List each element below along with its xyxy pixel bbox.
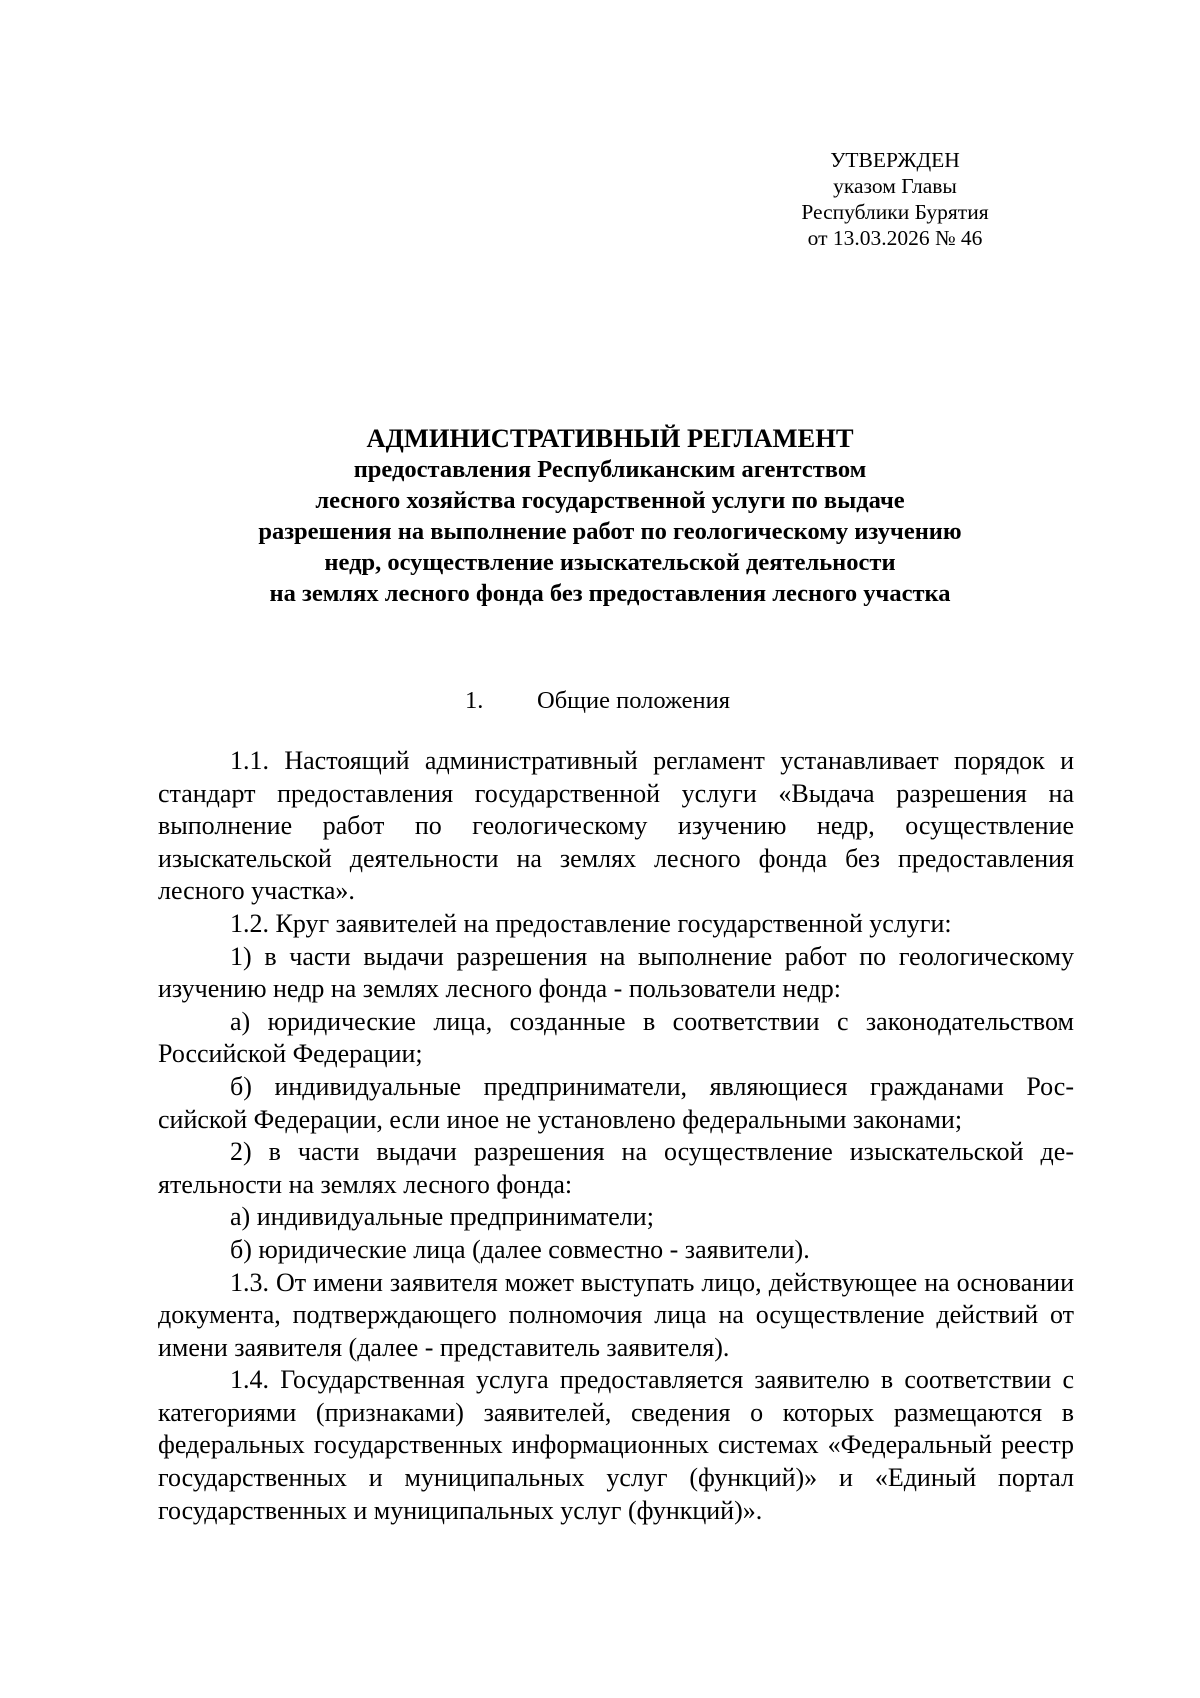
section-heading bbox=[465, 686, 730, 716]
document-subtitle-line: лесного хозяйства государственной услуги по выдаче bbox=[315, 487, 905, 514]
paragraph: б) юридические лица (далее совместно - заявители). bbox=[230, 1234, 810, 1264]
paragraph: 1.3. От имени заявителя может выступать лицо, действующее на основании документа, подтверждающего полномочия лица на осуществление действий от имени заявителя (далее - представитель заявителя). bbox=[158, 1267, 1074, 1362]
approval-status: УТВЕРЖДЕН bbox=[830, 148, 960, 172]
document-subtitle-line: недр, осуществление изыскательской деятельности bbox=[324, 549, 896, 576]
paragraph: б) индивидуальные предприниматели, являющиеся гражданами Российской Федерации, если иное не установлено федеральными законами; bbox=[158, 1071, 1074, 1134]
document-body bbox=[158, 745, 1074, 1527]
paragraph: 1.4. Государственная услуга предоставляется заявителю в соответствии с категориями (признаками) заявителей, сведения о которых размещаются в федеральных государственных информационных системах «Федеральный реестр государственных и муниципальных услуг (функций)» и «Единый портал государственных и муниципальных услуг (функций)». bbox=[158, 1365, 1074, 1525]
approval-stamp-block bbox=[770, 147, 1020, 251]
approval-region: Республики Бурятия bbox=[801, 200, 989, 224]
section-number: 1. bbox=[465, 687, 484, 714]
section-title: Общие положения bbox=[537, 687, 731, 714]
approval-date-number: от 13.03.2026 № 46 bbox=[807, 226, 983, 250]
approval-issuer: указом Главы bbox=[833, 174, 957, 198]
document-subtitle-line: разрешения на выполнение работ по геологическому изучению bbox=[258, 518, 962, 545]
paragraph: а) юридические лица, созданные в соответствии с законодательством Российской Федерации; bbox=[158, 1006, 1074, 1069]
document-title: АДМИНИСТРАТИВНЫЙ РЕГЛАМЕНТ bbox=[366, 423, 854, 453]
paragraph: 1) в части выдачи разрешения на выполнение работ по геологическому изучению недр на землях лесного фонда - пользователи недр: bbox=[158, 941, 1074, 1004]
document-subtitle-line: предоставления Республиканским агентством bbox=[353, 456, 867, 483]
document-subtitle-line: на землях лесного фонда без предоставления лесного участка bbox=[269, 580, 951, 607]
document-title-block bbox=[130, 422, 1090, 609]
paragraph: а) индивидуальные предприниматели; bbox=[230, 1202, 654, 1232]
paragraph: 2) в части выдачи разрешения на осуществление изыскательской деятельности на землях лесного фонда: bbox=[158, 1137, 1074, 1199]
paragraph: 1.2. Круг заявителей на предоставление государственной услуги: bbox=[230, 908, 952, 938]
paragraph: 1.1. Настоящий административный регламент устанавливает порядок и стандарт предоставления государственной услуги «Выдача разрешения на выполнение работ по геологическому изучению недр, осуществление изыскательской деятельности на землях лесного фонда без предоставления лесного участка». bbox=[158, 746, 1074, 906]
